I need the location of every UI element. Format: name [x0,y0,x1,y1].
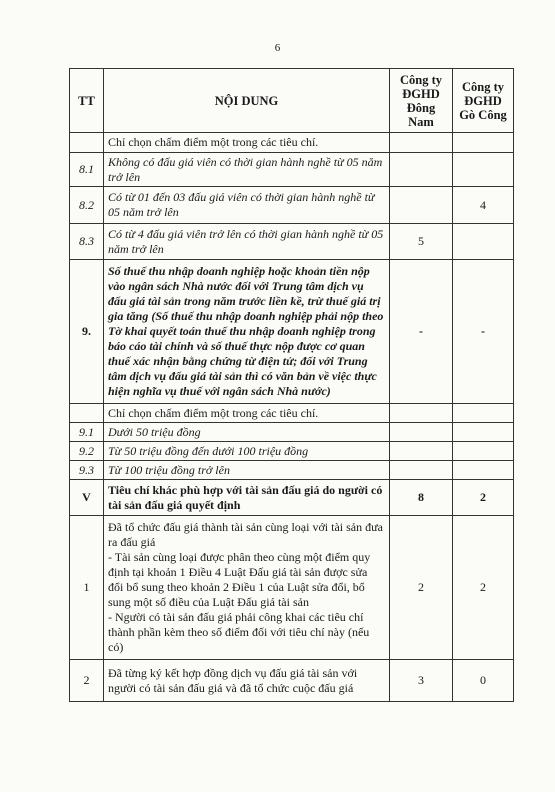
row-content: Dưới 50 triệu đồng [104,423,390,442]
row-score-go-cong: 2 [453,480,514,516]
row-content-line: - Tài sản cùng loại được phân theo cùng một điểm quy định tại khoản 1 Điều 4 Luật Đấu giá tài sản được sửa đổi bổ sung theo khoản 2 Điều 1 của Luật sửa đổi, bổ sung một số điều của Luật Đấu giá tài sản [108,550,371,609]
header-cong-ty-go-cong: Công ty ĐGHD Gò Công [453,69,514,133]
header-noi-dung: NỘI DUNG [104,69,390,133]
table-row [70,516,514,660]
row-score-dong-nam [390,153,453,187]
table-row [70,260,514,404]
table-row [70,404,514,423]
page-number: 6 [274,42,281,54]
row-score-dong-nam: 2 [390,516,453,660]
row-content: Số thuế thu nhập doanh nghiệp hoặc khoản tiền nộp vào ngân sách Nhà nước đối với Trung tâm dịch vụ đấu giá tài sản trong năm trước liền kề, trừ thuế giá trị gia tăng (Số thuế thu nhập doanh nghiệp phải nộp theo Tờ khai quyết toán thuế thu nhập doanh nghiệp trong báo cáo tài chính và số thuế thực nộp được cơ quan thuế xác nhận bằng chứng từ điện tử; đối với Trung tâm dịch vụ đấu giá tài sản thì có văn bản về việc thực hiện nghĩa vụ thuế với ngân sách Nhà nước) [104,260,390,404]
table-row [70,442,514,461]
row-score-dong-nam [390,404,453,423]
row-tt: 8.1 [70,153,104,187]
row-tt: 9.3 [70,461,104,480]
row-content: Từ 100 triệu đồng trở lên [104,461,390,480]
row-score-go-cong: - [453,260,514,404]
row-content [104,516,390,660]
row-score-dong-nam: 3 [390,660,453,702]
header-cong-ty-dong-nam: Công ty ĐGHD Đông Nam [390,69,453,133]
row-score-dong-nam: 5 [390,224,453,260]
row-content: Chỉ chọn chấm điểm một trong các tiêu chí. [104,133,390,153]
row-tt: 9.1 [70,423,104,442]
row-tt: 9.2 [70,442,104,461]
row-content: Có từ 01 đến 03 đấu giá viên có thời gian hành nghề từ 05 năm trở lên [104,187,390,224]
row-score-go-cong [453,153,514,187]
row-score-go-cong [453,133,514,153]
table-row [70,133,514,153]
row-tt: 1 [70,516,104,660]
row-score-dong-nam: - [390,260,453,404]
row-tt: V [70,480,104,516]
row-score-dong-nam [390,187,453,224]
row-score-dong-nam [390,442,453,461]
row-score-dong-nam [390,133,453,153]
row-content-line: Đã tổ chức đấu giá thành tài sản cùng loại với tài sản đưa ra đấu giá [108,520,383,549]
row-tt: 8.3 [70,224,104,260]
row-score-go-cong: 2 [453,516,514,660]
row-score-go-cong: 0 [453,660,514,702]
row-score-dong-nam: 8 [390,480,453,516]
table-row [70,423,514,442]
row-content: Chỉ chọn chấm điểm một trong các tiêu chí. [104,404,390,423]
row-tt: 8.2 [70,187,104,224]
row-score-go-cong [453,461,514,480]
row-content: Từ 50 triệu đồng đến dưới 100 triệu đồng [104,442,390,461]
row-tt [70,133,104,153]
row-score-dong-nam [390,423,453,442]
table-row [70,153,514,187]
table-row [70,480,514,516]
row-score-go-cong [453,404,514,423]
table-row [70,461,514,480]
row-content: Có từ 4 đấu giá viên trở lên có thời gian hành nghề từ 05 năm trở lên [104,224,390,260]
row-score-dong-nam [390,461,453,480]
row-content: Không có đấu giá viên có thời gian hành nghề từ 05 năm trở lên [104,153,390,187]
row-content: Đã từng ký kết hợp đồng dịch vụ đấu giá tài sản với người có tài sản đấu giá và đã tổ chức cuộc đấu giá [104,660,390,702]
table-row [70,187,514,224]
row-score-go-cong [453,442,514,461]
table-header-row [70,69,514,133]
header-tt: TT [70,69,104,133]
row-tt: 9. [70,260,104,404]
row-score-go-cong: 4 [453,187,514,224]
row-score-go-cong [453,423,514,442]
evaluation-table [69,68,514,702]
table-row [70,224,514,260]
row-tt: 2 [70,660,104,702]
row-content-line: - Người có tài sản đấu giá phải công khai các tiêu chí thành phần kèm theo số điểm đối với tiêu chí này (nếu có) [108,610,370,654]
row-tt [70,404,104,423]
row-score-go-cong [453,224,514,260]
row-content: Tiêu chí khác phù hợp với tài sản đấu giá do người có tài sản đấu giá quyết định [104,480,390,516]
table-row [70,660,514,702]
